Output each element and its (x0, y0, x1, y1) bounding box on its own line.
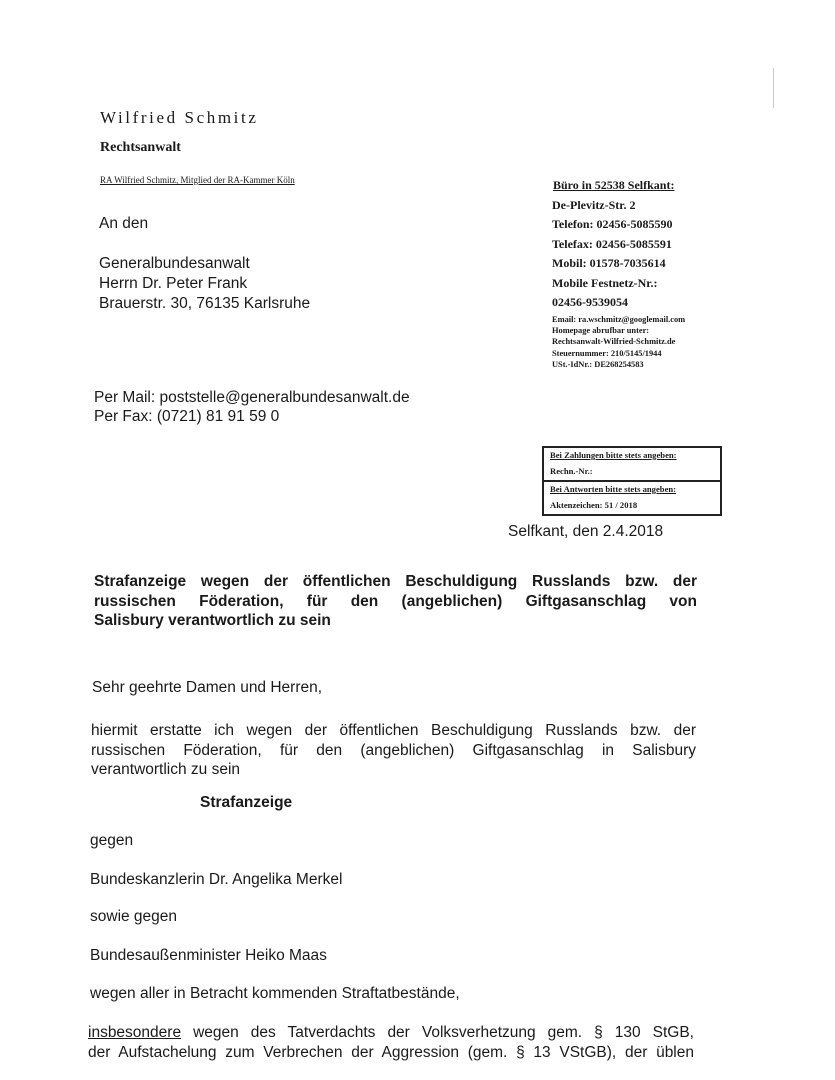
file-number: Aktenzeichen: 51 / 2018 (550, 500, 638, 510)
paragraph-line: russischen Föderation, für den (angeblichen) Giftgasanschlag in Salisbury (91, 741, 696, 759)
recipient-line: Herrn Dr. Peter Frank (99, 275, 248, 292)
office-line: Mobil: 01578-7035614 (552, 256, 666, 270)
office-contact-block (552, 176, 685, 371)
recipient-address (99, 214, 310, 314)
subject-text: Strafanzeige wegen der öffentlichen Beschuldigung Russlands bzw. der (94, 573, 697, 590)
complaint-heading: Strafanzeige (200, 794, 293, 811)
recipient-line: Brauerstr. 30, 76135 Karlsruhe (99, 295, 311, 312)
recipient-line: Generalbundesanwalt (99, 255, 250, 272)
reference-box (542, 446, 722, 516)
replies-label: Bei Antworten bitte stets angeben: (544, 480, 720, 498)
office-header: Büro in 52538 Selfkant: (553, 178, 675, 192)
page-edge-mark (773, 68, 774, 108)
office-detail-line: Email: ra.wschmitz@googlemail.com (552, 314, 686, 324)
paragraph-line: verantwortlich zu sein (91, 761, 241, 778)
against-line: gegen (90, 832, 134, 849)
sender-name: Wilfried Schmitz (100, 108, 259, 127)
subject-text: Salisbury verantwortlich zu sein (94, 612, 331, 629)
recipient-line: An den (99, 215, 149, 232)
sender-title: Rechtsanwalt (100, 140, 181, 155)
paragraph-line: der Aufstachelung zum Verbrechen der Aggression (gem. § 13 VStGB), der üblen (88, 1043, 694, 1061)
office-line: Telefax: 02456-5085591 (552, 236, 672, 251)
office-detail-line: Homepage abrufbar unter: (552, 325, 650, 335)
accused-foreign-minister: Bundesaußenminister Heiko Maas (90, 947, 327, 964)
salutation: Sehr geehrte Damen und Herren, (92, 679, 323, 696)
office-line: 02456-9539054 (552, 295, 628, 309)
letter-date: Selfkant, den 2.4.2018 (508, 523, 664, 540)
closing-paragraph (88, 1023, 694, 1062)
recipient-line (99, 234, 310, 254)
office-detail-line: Steuernummer: 210/5145/1944 (552, 348, 662, 358)
paragraph-text: wegen des Tatverdachts der Volksverhetzung gem. § 130 StGB, (181, 1024, 694, 1041)
subject-line (94, 572, 697, 631)
return-address-line: RA Wilfried Schmitz, Mitglied der RA-Kammer Köln (100, 175, 295, 185)
delivery-fax: Per Fax: (0721) 81 91 59 0 (94, 408, 280, 425)
invoice-number: Rechn.-Nr.: (550, 466, 593, 476)
paragraph-line: hiermit erstatte ich wegen der öffentlichen Beschuldigung Russlands bzw. der (91, 722, 696, 739)
office-line: Mobile Festnetz-Nr.: (552, 275, 658, 290)
delivery-mail: Per Mail: poststelle@generalbundesanwalt.de (94, 389, 410, 406)
payments-label: Bei Zahlungen bitte stets angeben: (550, 450, 677, 460)
intro-paragraph (91, 721, 696, 780)
office-line: De-Plevitz-Str. 2 (552, 197, 636, 212)
office-detail-line: USt.-IdNr.: DE268254583 (552, 360, 644, 370)
offences-line: wegen aller in Betracht kommenden Straftatbestände, (90, 985, 460, 1002)
also-against-line: sowie gegen (90, 908, 178, 925)
subject-text: russischen Föderation, für den (angeblichen) Giftgasanschlag von (94, 592, 697, 610)
delivery-info (94, 388, 410, 426)
accused-chancellor: Bundeskanzlerin Dr. Angelika Merkel (90, 871, 343, 888)
office-detail-line: Rechtsanwalt-Wilfried-Schmitz.de (552, 337, 676, 347)
emphasis-word: insbesondere (88, 1024, 182, 1041)
paragraph-line (88, 1023, 694, 1043)
office-line: Telefon: 02456-5085590 (552, 217, 673, 231)
